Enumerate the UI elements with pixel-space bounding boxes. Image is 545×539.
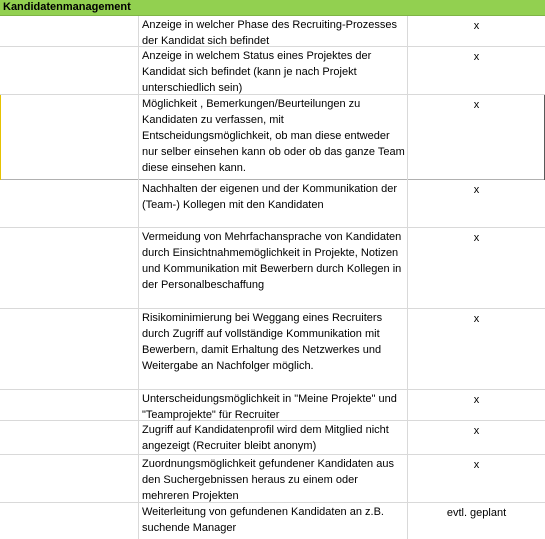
- mark-cell[interactable]: x: [473, 425, 480, 437]
- mark-cell[interactable]: evtl. geplant: [446, 507, 507, 519]
- table-row[interactable]: [0, 421, 545, 455]
- mark-cell[interactable]: x: [473, 313, 480, 325]
- table-row[interactable]: [0, 95, 545, 180]
- table-row[interactable]: [0, 47, 545, 95]
- section-title: Kandidatenmanagement: [3, 1, 131, 13]
- mark-cell[interactable]: x: [473, 184, 480, 196]
- mark-cell[interactable]: x: [473, 459, 480, 471]
- table-row[interactable]: [0, 180, 545, 228]
- table-row[interactable]: [0, 16, 545, 47]
- mark-cell[interactable]: x: [473, 232, 480, 244]
- mark-cell[interactable]: x: [473, 99, 480, 111]
- requirement-cell[interactable]: Risikominimierung bei Weggang eines Recruiters durch Zugriff auf vollständige Kommunikation mit Bewerbern, damit Erhaltung des Netzwerkes und Weitergabe an Nachfolger möglich.: [142, 312, 383, 372]
- table-row[interactable]: [0, 455, 545, 503]
- cell-border-highlight: [0, 95, 1, 180]
- table-row[interactable]: [0, 390, 545, 421]
- requirement-cell[interactable]: Vermeidung von Mehrfachansprache von Kandidaten durch Einsichtnahmemöglichkeit in Projekte, Notizen und Kommunikation mit Bewerbern durch Kollegen in der Personalbeschaffung: [142, 231, 402, 291]
- table-row[interactable]: [0, 309, 545, 390]
- requirement-cell[interactable]: Weiterleitung von gefundenen Kandidaten an z.B. suchende Manager: [142, 506, 384, 534]
- requirement-cell[interactable]: Zuordnungsmöglichkeit gefundener Kandidaten aus den Suchergebnissen heraus zu einem oder mehreren Projekten: [142, 458, 394, 502]
- table-row[interactable]: [0, 503, 545, 539]
- column-divider: [138, 16, 139, 539]
- column-divider: [407, 16, 408, 539]
- requirement-cell[interactable]: Anzeige in welchem Status eines Projektes der Kandidat sich befindet (kann je nach Projekt unterschiedlich sein): [142, 50, 372, 94]
- section-header[interactable]: [0, 0, 545, 16]
- requirement-cell[interactable]: Unterscheidungsmöglichkeit in "Meine Projekte" und "Teamprojekte" für Recruiter: [142, 393, 397, 421]
- requirement-cell[interactable]: Zugriff auf Kandidatenprofil wird dem Mitglied nicht angezeigt (Recruiter bleibt anonym): [142, 424, 389, 452]
- requirement-cell[interactable]: Nachhalten der eigenen und der Kommunikation der (Team-) Kollegen mit den Kandidaten: [142, 183, 397, 211]
- mark-cell[interactable]: x: [473, 394, 480, 406]
- mark-cell[interactable]: x: [473, 51, 480, 63]
- requirement-cell[interactable]: Möglichkeit , Bemerkungen/Beurteilungen zu Kandidaten zu verfassen, mit Entscheidungsmöglichkeit, ob man diese entweder nur selber einsehen kann ob oder ob das ganze Team diese einsehen kann.: [142, 98, 405, 174]
- mark-cell[interactable]: x: [473, 20, 480, 32]
- table-row[interactable]: [0, 228, 545, 309]
- requirement-cell[interactable]: Anzeige in welcher Phase des Recruiting-Prozesses der Kandidat sich befindet: [142, 19, 397, 47]
